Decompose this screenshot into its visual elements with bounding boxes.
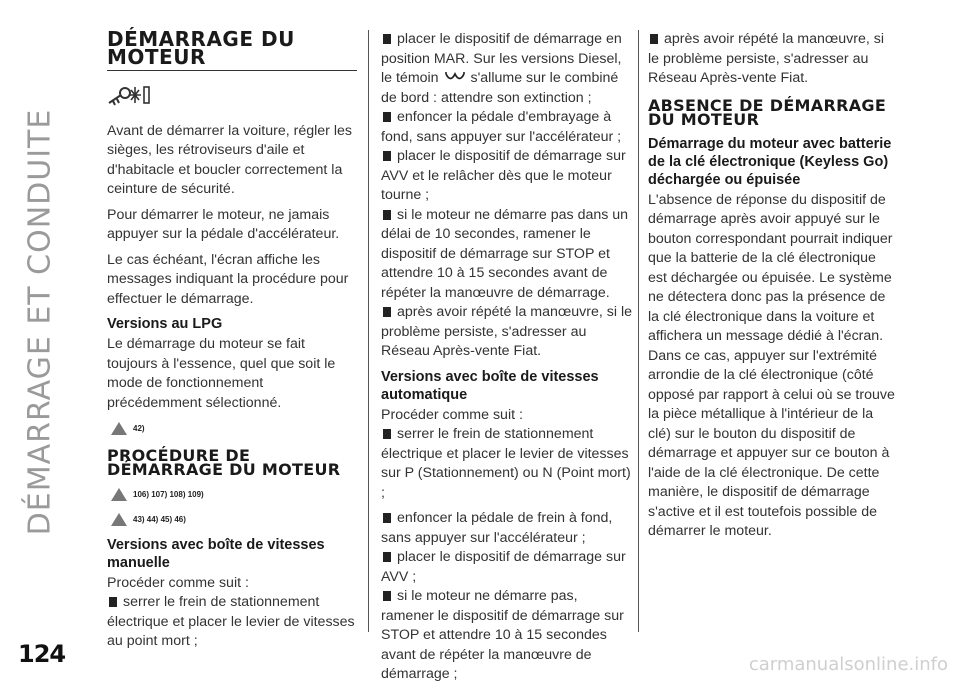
list-item: après avoir répété la manœuvre, si le problème persiste, s'adresser au Réseau Après-vente Fiat. <box>648 31 884 86</box>
column-1 <box>107 27 357 652</box>
paragraph: L'absence de réponse du dispositif de démarrage après avoir appuyé sur le bouton correspondant pourrait indiquer que la batterie de la clé électronique est déchargée ou épuisée. Le système ne détectera donc pas la présence de la clé électronique dans la voiture et affichera un message dédié à l'écran. Dans ce cas, appuyer sur l'extrémité arrondie de la clé électronique (côté opposé par rapport à celui où se trouve la pièce métallique à l'intérieur de la clé) sur le bouton du dispositif de démarrage et appuyer sur ce bouton à l'aide de la clé électronique. De cette manière, le dispositif de démarrage s'active et il est toutefois possible de démarrer le moteur. <box>648 191 895 539</box>
square-bullet <box>383 34 391 44</box>
heading-demarrage: DÉMARRAGE DU MOTEUR <box>107 27 295 69</box>
column-2 <box>381 30 633 685</box>
ref-text: 43) 44) 45) 46) <box>133 515 186 524</box>
watermark[interactable]: carmanualsonline.info <box>748 654 948 675</box>
warning-triangle-icon <box>111 513 127 526</box>
paragraph: Le démarrage du moteur se fait toujours à l'essence, quel que soit le mode de fonctionnement précédemment sélectionné. <box>107 336 336 411</box>
square-bullet <box>383 552 391 562</box>
list-item: enfoncer la pédale d'embrayage à fond, sans appuyer sur l'accélérateur ; <box>381 109 622 145</box>
square-bullet <box>109 597 117 607</box>
square-bullet <box>383 513 391 523</box>
subheading-automatic: Versions avec boîte de vitesses automatique <box>381 368 599 403</box>
warning-ref <box>111 419 357 439</box>
subheading-lpg: Versions au LPG <box>107 316 223 332</box>
square-bullet <box>383 210 391 220</box>
paragraph: Procéder comme suit : <box>107 574 249 591</box>
paragraph: Pour démarrer le moteur, ne jamais appuyer sur la pédale d'accélérateur. <box>107 206 340 242</box>
square-bullet <box>650 34 658 44</box>
warning-triangle-icon <box>111 422 127 435</box>
ref-text: 106) 107) 108) 109) <box>133 489 204 499</box>
paragraph: Avant de démarrer la voiture, régler les sièges, les rétroviseurs d'aile et d'habitacle et boucler correctement la ceinture de sécurité. <box>107 122 352 197</box>
list-item: serrer le frein de stationnement électrique et placer le levier de vitesses au point mort ; <box>107 594 355 649</box>
section-sidebar-title: DÉMARRAGE ET CONDUITE <box>22 108 58 536</box>
warning-triangle-icon <box>111 488 127 501</box>
square-bullet <box>383 307 391 317</box>
list-item: placer le dispositif de démarrage sur AVV ; <box>381 549 626 585</box>
list-item: si le moteur ne démarre pas, ramener le dispositif de démarrage sur STOP et attendre 10 à 15 secondes avant de répéter la manœuvre de démarrage ; <box>381 588 624 682</box>
heading-procedure: PROCÉDURE DE DÉMARRAGE DU MOTEUR <box>107 445 341 479</box>
square-bullet <box>383 151 391 161</box>
column-3 <box>648 30 898 548</box>
warning-ref <box>111 510 357 530</box>
ref-text: 42) <box>133 424 145 433</box>
subheading-manual: Versions avec boîte de vitesses manuelle <box>107 536 325 571</box>
heading-block <box>107 27 357 71</box>
list-item: placer le dispositif de démarrage sur AVV et le relâcher dès que le moteur tourne ; <box>381 148 626 203</box>
list-item: si le moteur ne démarre pas dans un délai de 10 secondes, ramener le dispositif de démarrage sur STOP et attendre 10 à 15 secondes avant de répéter la manœuvre de démarrage. <box>381 206 629 301</box>
column-divider <box>368 30 369 632</box>
page-number: 124 <box>18 640 66 668</box>
square-bullet <box>383 591 391 601</box>
square-bullet <box>383 429 391 439</box>
list-item: placer le dispositif de démarrage en position MAR. Sur les versions Diesel, le témoin s'allume sur le combiné de bord : attendre son extinction ; <box>381 31 622 106</box>
column-divider <box>638 30 639 632</box>
glow-plug-icon <box>443 71 467 83</box>
paragraph: Procéder comme suit : <box>381 406 523 423</box>
list-item: serrer le frein de stationnement électrique et placer le levier de vitesses sur P (Stationnement) ou N (Point mort) ; <box>381 426 631 501</box>
square-bullet <box>383 112 391 122</box>
heading-absence: ABSENCE DE DÉMARRAGE DU MOTEUR <box>648 95 887 129</box>
subheading-battery: Démarrage du moteur avec batterie de la clé électronique (Keyless Go) déchargée ou épuisée <box>648 135 892 188</box>
paragraph: Le cas échéant, l'écran affiche les messages indiquant la procédure pour effectuer le démarrage. <box>107 251 349 307</box>
key-snowflake-icon <box>107 83 151 107</box>
list-item: enfoncer la pédale de frein à fond, sans appuyer sur l'accélérateur ; <box>381 510 613 546</box>
list-item: après avoir répété la manœuvre, si le problème persiste, s'adresser au Réseau Après-vente Fiat. <box>381 304 632 359</box>
warning-ref <box>111 485 357 505</box>
